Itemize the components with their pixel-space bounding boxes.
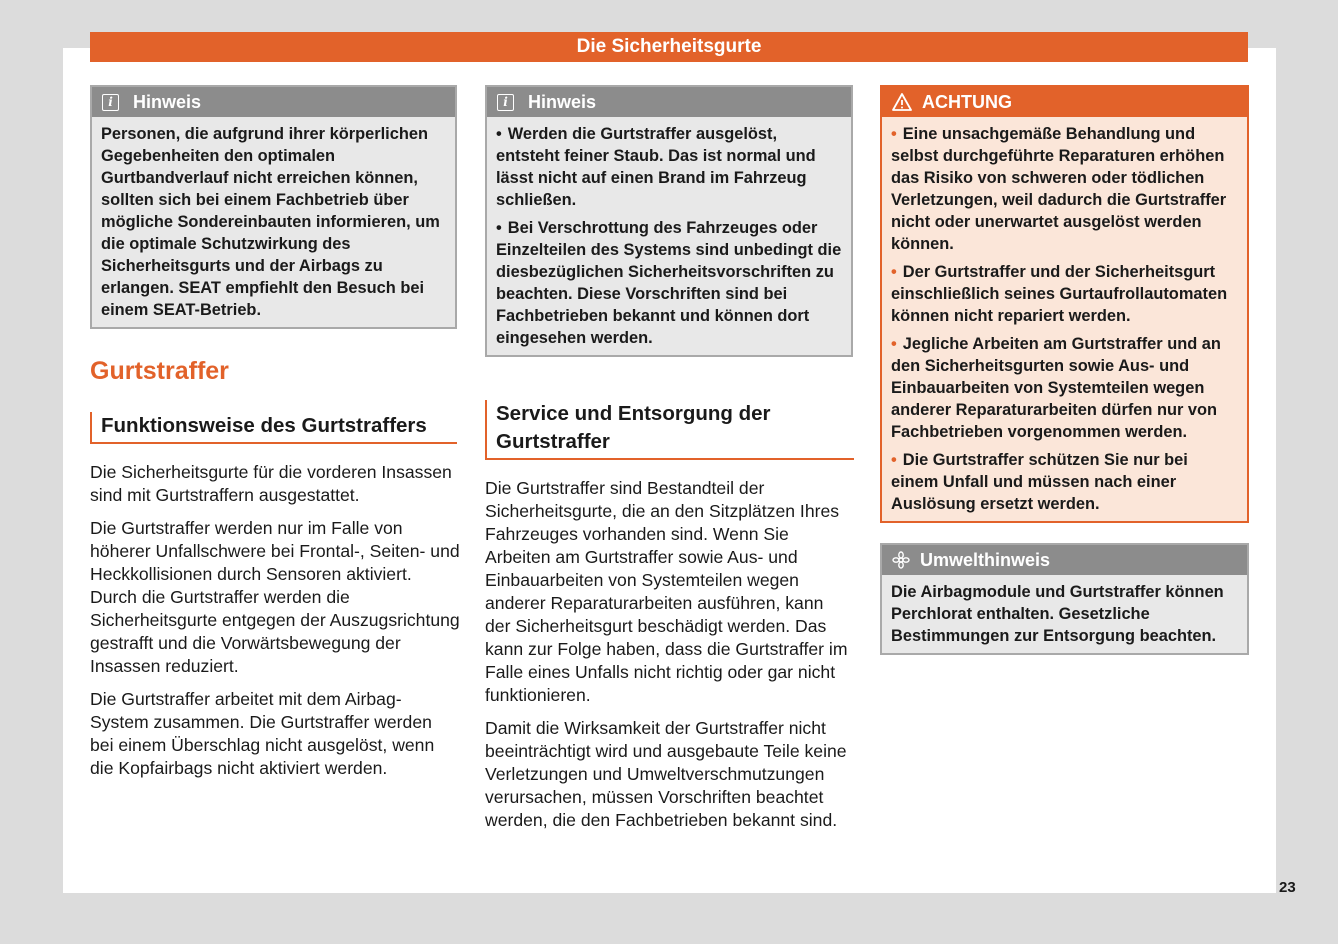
env-text: Die Airbagmodule und Gurtstraffer können Perchlorat enthalten. Gesetzliche Bestimmungen zur Entsorgung beachten. bbox=[891, 583, 1224, 645]
paragraph: Die Gurtstraffer werden nur im Falle von höherer Unfallschwere bei Frontal-, Seiten- und Heckkollisionen durch Sensoren aktiviert. Durch die Gurtstraffer werden die Sicherheitsgurte entgegen der Auszugsrichtung gestrafft und die Vorwärtsbewegung der Insassen reduziert. bbox=[90, 518, 460, 676]
note-box bbox=[485, 85, 853, 357]
note-item: • Bei Verschrottung des Fahrzeuges oder Einzelteilen des Systems sind unbedingt die diesbezüglichen Sicherheitsvorschriften zu beachten. Diese Vorschriften sind bei Fachbetrieben bekannt und können dort eingesehen werden. bbox=[496, 219, 842, 347]
subheading-funktionsweise: Funktionsweise des Gurtstraffers bbox=[90, 412, 457, 444]
warning-box bbox=[880, 85, 1249, 523]
warning-item: • Die Gurtstraffer schützen Sie nur bei einem Unfall und müssen nach einer Auslösung ersetzt werden. bbox=[891, 451, 1188, 513]
note-title: Hinweis bbox=[133, 91, 202, 112]
paragraph: Die Gurtstraffer sind Bestandteil der Sicherheitsgurte, die an den Sitzplätzen Ihres Fahrzeuges vorhanden sind. Wenn Sie Arbeiten am Gurtstraffer sowie Aus- und Einbauarbeiten von Systemteilen wegen anderer Reparaturarbeiten ausführen, kann der Sicherheitsgurt beschädigt werden. Das kann zur Folge haben, dass die Gurtstraffer im Falle eines Unfalls nicht richtig oder gar nicht funktionieren. bbox=[485, 478, 848, 705]
warning-item: • Eine unsachgemäße Behandlung und selbst durchgeführte Reparaturen erhöhen das Risiko von schweren oder tödlichen Verletzungen, weil dadurch die Gurtstraffer nicht oder unerwartet ausgelöst werden können. bbox=[891, 125, 1227, 253]
env-box bbox=[880, 543, 1249, 655]
chapter-header bbox=[90, 32, 1248, 62]
note-body bbox=[92, 117, 455, 327]
info-icon: i bbox=[497, 94, 514, 111]
warning-title: ACHTUNG bbox=[922, 91, 1012, 112]
page-number: 23 bbox=[1279, 879, 1296, 896]
flower-icon bbox=[892, 551, 910, 569]
warning-header bbox=[882, 87, 1247, 117]
paragraph: Die Gurtstraffer arbeitet mit dem Airbag-System zusammen. Die Gurtstraffer werden bei einem Überschlag nicht ausgelöst, wenn die Kopfairbags nicht aktiviert werden. bbox=[90, 689, 435, 778]
note-body bbox=[487, 117, 851, 355]
chapter-title: Die Sicherheitsgurte bbox=[576, 36, 762, 57]
note-title: Hinweis bbox=[528, 91, 597, 112]
info-icon: i bbox=[102, 94, 119, 111]
column-left bbox=[90, 85, 457, 329]
body-text-middle bbox=[485, 477, 853, 842]
warning-item: • Der Gurtstraffer und der Sicherheitsgurt einschließlich seines Gurtaufrollautomaten können nicht repariert werden. bbox=[891, 263, 1228, 325]
paragraph: Damit die Wirksamkeit der Gurtstraffer nicht beeinträchtigt wird und ausgebaute Teile keine Verletzungen und Umweltverschmutzungen verursachen, müssen Vorschriften beachtet werden, die den Fachbetrieben bekannt sind. bbox=[485, 718, 847, 830]
subheading-service: Service und Entsorgung der Gurtstraffer bbox=[485, 400, 854, 460]
env-body bbox=[882, 575, 1247, 653]
paragraph: Die Sicherheitsgurte für die vorderen Insassen sind mit Gurtstraffern ausgestattet. bbox=[90, 462, 452, 505]
body-text-left bbox=[90, 461, 460, 790]
warning-triangle-icon bbox=[892, 93, 912, 111]
warning-item: • Jegliche Arbeiten am Gurtstraffer und an den Sicherheitsgurten sowie Aus- und Einbauarbeiten von Systemteilen wegen anderer Reparaturarbeiten dürfen nur von Fachbetrieben vorgenommen werden. bbox=[891, 335, 1221, 441]
env-title: Umwelthinweis bbox=[920, 549, 1051, 570]
warning-body bbox=[882, 117, 1247, 521]
column-middle bbox=[485, 85, 853, 357]
note-text: Personen, die aufgrund ihrer körperlichen Gegebenheiten den optimalen Gurtbandverlauf nicht erreichen können, sollten sich bei einem Fachbetrieb über mögliche Sondereinbauten informieren, um die optimale Schutzwirkung des Sicherheitsgurts und der Airbags zu erlangen. SEAT empfiehlt den Besuch bei einem SEAT-Betrieb. bbox=[101, 125, 440, 319]
note-item: • Werden die Gurtstraffer ausgelöst, entsteht feiner Staub. Das ist normal und lässt nicht auf einen Brand im Fahrzeug schließen. bbox=[496, 125, 816, 209]
column-right bbox=[880, 85, 1249, 655]
note-header bbox=[487, 87, 851, 117]
note-box bbox=[90, 85, 457, 329]
env-header bbox=[882, 545, 1247, 575]
note-header bbox=[92, 87, 455, 117]
section-title: Gurtstraffer bbox=[90, 357, 229, 385]
